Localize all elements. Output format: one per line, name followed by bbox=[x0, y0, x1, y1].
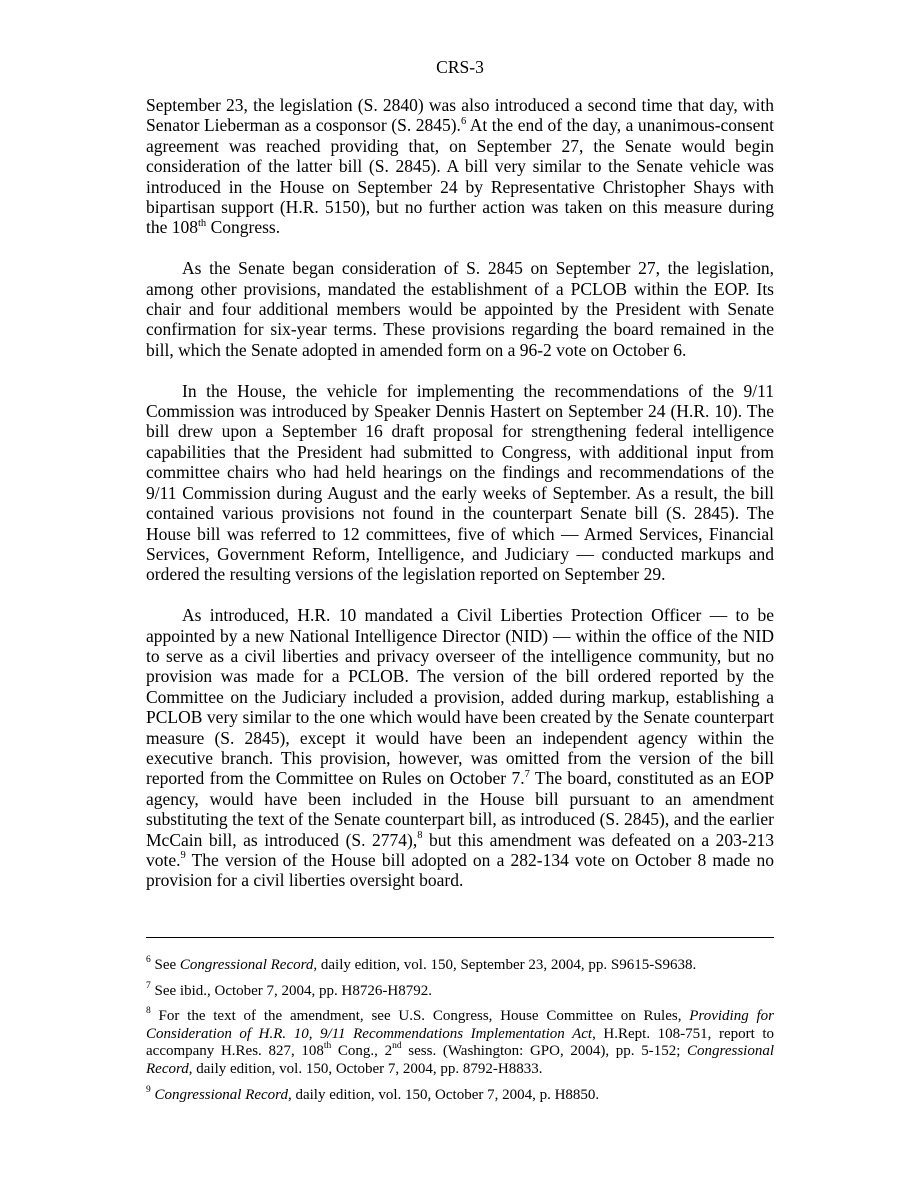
footnote-text: , H.Rept. 108-751, report to accompany H.Res. 827, 108 bbox=[146, 1025, 774, 1060]
footnote-7 bbox=[146, 980, 774, 1001]
footnote-text: sess. (Washington: GPO, 2004), pp. 5-152; bbox=[401, 1043, 688, 1060]
page-header: CRS-3 bbox=[436, 57, 484, 77]
footnote-italic-title: Congressional Record bbox=[146, 1043, 774, 1077]
footnote-6 bbox=[146, 957, 774, 975]
ordinal-suffix: th bbox=[198, 217, 207, 229]
footnote-text: , daily edition, vol. 150, October 7, 2004, pp. 8792-H8833. bbox=[188, 1060, 543, 1077]
footnote-italic-title: Congressional Record bbox=[179, 957, 314, 973]
footnote-text: Cong., 2 bbox=[331, 1043, 393, 1060]
footnote-ref-9[interactable]: 9 bbox=[180, 850, 186, 862]
paragraph-text: September 23, the legislation (S. 2840) was also introduced a second time that day, with Senator Lieberman as a cosponsor (S. 2845). bbox=[146, 95, 774, 136]
footnote-text: , daily edition, vol. 150, September 23, 2004, pp. S9615-S9638. bbox=[313, 957, 697, 973]
paragraph-text: The version of the House bill adopted on a 282-134 vote on October 8 made no provision for a civil liberties oversight board. bbox=[146, 849, 774, 891]
footnote-8 bbox=[146, 1008, 774, 1078]
footnote-text: See bbox=[150, 957, 180, 973]
footnote-number: 6 bbox=[146, 955, 151, 965]
footnote-number: 9 bbox=[146, 1084, 151, 1095]
paragraph-text: At the end of the day, a unanimous-consent agreement was reached providing that, on September 27, the Senate would begin consideration of the latter bill (S. 2845). A bill very similar to the Senate vehicle was introduced in the House on September 24 by Representative Christopher Shays with bipartisan support (H.R. 5150), but no further action was taken on this measure during the 108 bbox=[146, 115, 774, 238]
ordinal-suffix: th bbox=[323, 1041, 332, 1052]
footnote-text: For the text of the amendment, see U.S. Congress, House Committee on Rules, bbox=[150, 1008, 690, 1025]
footnote-ref-7[interactable]: 7 bbox=[524, 768, 530, 780]
footnote-divider bbox=[146, 937, 774, 938]
paragraph-senate-consideration: As the Senate began consideration of S. 2845 on September 27, the legislation, among other provisions, mandated the establishment of a PCLOB within the EOP. Its chair and four additional members would be appointed by the President with Senate confirmation for six-year terms. These provisions regarding the board remained in the bill, which the Senate adopted in amended form on a 96-2 vote on October 6. bbox=[146, 258, 774, 360]
paragraph-continuation bbox=[146, 95, 774, 238]
footnote-ref-6[interactable]: 6 bbox=[460, 115, 467, 127]
paragraph-text: As introduced, H.R. 10 mandated a Civil Liberties Protection Officer — to be appointed by a new National Intelligence Director (NID) — within the office of the NID to serve as a civil liberties and privacy overseer of the intelligence community, but no provision was made for a PCLOB. The version of the bill ordered reported by the Committee on the Judiciary included a provision, added during markup, establishing a PCLOB very similar to the one which would have been created by the Senate counterpart measure (S. 2845), except it would have been an independent agency within the executive branch. This provision, however, was omitted from the version of the bill reported from the Committee on Rules on October 7. bbox=[146, 605, 774, 789]
footnote-italic-title: Providing for Consideration of H.R. 10, 9/11 Recommendations Implementation Act bbox=[146, 1008, 774, 1042]
body-text bbox=[146, 95, 774, 891]
paragraph-text: but this amendment was defeated on a 203-213 vote. bbox=[146, 829, 774, 870]
footnote-number: 7 bbox=[146, 980, 151, 991]
paragraph-hr10-introduced bbox=[146, 605, 774, 891]
paragraph-text: Congress. bbox=[206, 217, 281, 238]
footnotes bbox=[146, 957, 774, 1112]
footnote-text: See ibid., October 7, 2004, pp. H8726-H8792. bbox=[150, 982, 432, 999]
ordinal-suffix: nd bbox=[392, 1041, 402, 1052]
paragraph-text: The board, constituted as an EOP agency, would have been included in the House bill pursuant to an amendment substituting the text of the Senate counterpart bill, as introduced (S. 2845), and the earlier McCain bill, as introduced (S. 2774), bbox=[146, 768, 774, 850]
footnote-number: 8 bbox=[146, 1006, 151, 1017]
footnote-9 bbox=[146, 1084, 774, 1105]
footnote-ref-8[interactable]: 8 bbox=[417, 829, 423, 841]
footnote-italic-title: Congressional Record bbox=[154, 1086, 288, 1103]
footnote-text: , daily edition, vol. 150, October 7, 2004, p. H8850. bbox=[287, 1086, 600, 1103]
paragraph-house-vehicle: In the House, the vehicle for implementing the recommendations of the 9/11 Commission was introduced by Speaker Dennis Hastert on September 24 (H.R. 10). The bill drew upon a September 16 draft proposal for strengthening federal intelligence capabilities that the President had submitted to Congress, with additional input from committee chairs who had held hearings on the findings and recommendations of the 9/11 Commission during August and the early weeks of September. As a result, the bill contained various provisions not found in the counterpart Senate bill (S. 2845). The House bill was referred to 12 committees, five of which — Armed Services, Financial Services, Government Reform, Intelligence, and Judiciary — conducted markups and ordered the resulting versions of the legislation reported on September 29. bbox=[146, 380, 774, 585]
